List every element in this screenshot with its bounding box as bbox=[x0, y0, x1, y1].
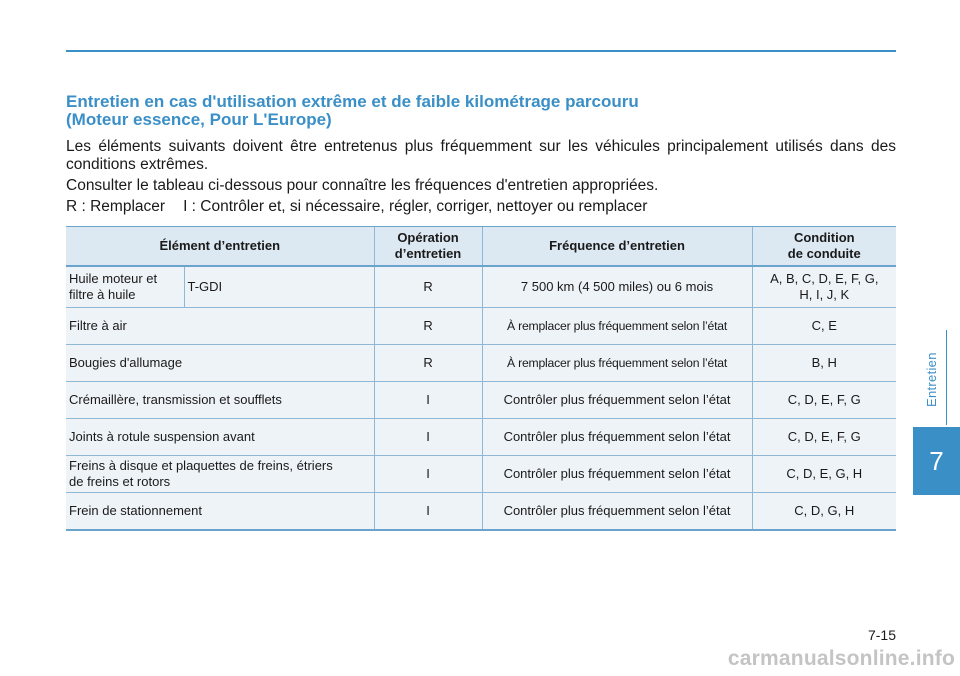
row-item: Joints à rotule suspension avant bbox=[66, 419, 374, 456]
row-frequency: À remplacer plus fréquemment selon l’état bbox=[482, 308, 752, 345]
header-item: Élément d’entretien bbox=[66, 227, 374, 266]
row-operation: I bbox=[374, 382, 482, 419]
row-condition: C, D, G, H bbox=[752, 493, 896, 531]
row-item: Frein de stationnement bbox=[66, 493, 374, 531]
row-frequency: Contrôler plus fréquemment selon l’état bbox=[482, 382, 752, 419]
legend-line bbox=[66, 198, 896, 216]
title-line-1: Entretien en cas d'utilisation extrême et de faible kilométrage parcouru bbox=[66, 92, 639, 111]
row-subitem: T-GDI bbox=[184, 266, 374, 308]
title-line-2: (Moteur essence, Pour L'Europe) bbox=[66, 110, 332, 129]
row-operation: I bbox=[374, 456, 482, 493]
section-side-label: Entretien bbox=[924, 352, 939, 408]
maintenance-table bbox=[66, 227, 896, 531]
row-item: Bougies d'allumage bbox=[66, 345, 374, 382]
side-divider bbox=[946, 330, 947, 425]
row-item: Filtre à air bbox=[66, 308, 374, 345]
header-frequency: Fréquence d’entretien bbox=[482, 227, 752, 266]
row-frequency: Contrôler plus fréquemment selon l’état bbox=[482, 456, 752, 493]
table-header-row bbox=[66, 227, 896, 266]
legend-replace: R : Remplacer bbox=[66, 198, 166, 215]
table-row bbox=[66, 308, 896, 345]
row-operation: I bbox=[374, 493, 482, 531]
table-row bbox=[66, 419, 896, 456]
row-condition: C, E bbox=[752, 308, 896, 345]
watermark: carmanualsonline.info bbox=[727, 647, 955, 670]
table-row bbox=[66, 345, 896, 382]
row-item: Crémaillère, transmission et soufflets bbox=[66, 382, 374, 419]
row-frequency: Contrôler plus fréquemment selon l’état bbox=[482, 493, 752, 531]
row-operation: R bbox=[374, 308, 482, 345]
instruction-paragraph: Consulter le tableau ci-dessous pour connaître les fréquences d'entretien appropriées. bbox=[66, 177, 659, 194]
legend-inspect: I : Contrôler et, si nécessaire, régler, corriger, nettoyer ou remplacer bbox=[183, 198, 648, 215]
row-condition: B, H bbox=[752, 345, 896, 382]
row-condition: C, D, E, F, G bbox=[752, 382, 896, 419]
intro-paragraph: Les éléments suivants doivent être entretenus plus fréquemment sur les véhicules principalement utilisés dans des conditions extrêmes. bbox=[66, 138, 896, 173]
chapter-tab: 7 bbox=[913, 427, 960, 495]
row-operation: R bbox=[374, 345, 482, 382]
row-item: Huile moteur et filtre à huile bbox=[66, 266, 184, 308]
row-frequency: À remplacer plus fréquemment selon l’état bbox=[482, 345, 752, 382]
table-row bbox=[66, 382, 896, 419]
row-condition: C, D, E, G, H bbox=[752, 456, 896, 493]
row-item: Freins à disque et plaquettes de freins, étriers de freins et rotors bbox=[66, 456, 374, 493]
table-row bbox=[66, 493, 896, 531]
header-condition: Condition de conduite bbox=[752, 227, 896, 266]
header-operation: Opération d’entretien bbox=[374, 227, 482, 266]
table-row bbox=[66, 266, 896, 308]
top-rule bbox=[66, 50, 896, 52]
table-row bbox=[66, 456, 896, 493]
row-operation: R bbox=[374, 266, 482, 308]
row-operation: I bbox=[374, 419, 482, 456]
row-condition: A, B, C, D, E, F, G, H, I, J, K bbox=[752, 266, 896, 308]
page-number: 7-15 bbox=[867, 627, 896, 643]
section-title bbox=[66, 93, 886, 129]
row-condition: C, D, E, F, G bbox=[752, 419, 896, 456]
row-frequency: Contrôler plus fréquemment selon l’état bbox=[482, 419, 752, 456]
row-frequency: 7 500 km (4 500 miles) ou 6 mois bbox=[482, 266, 752, 308]
